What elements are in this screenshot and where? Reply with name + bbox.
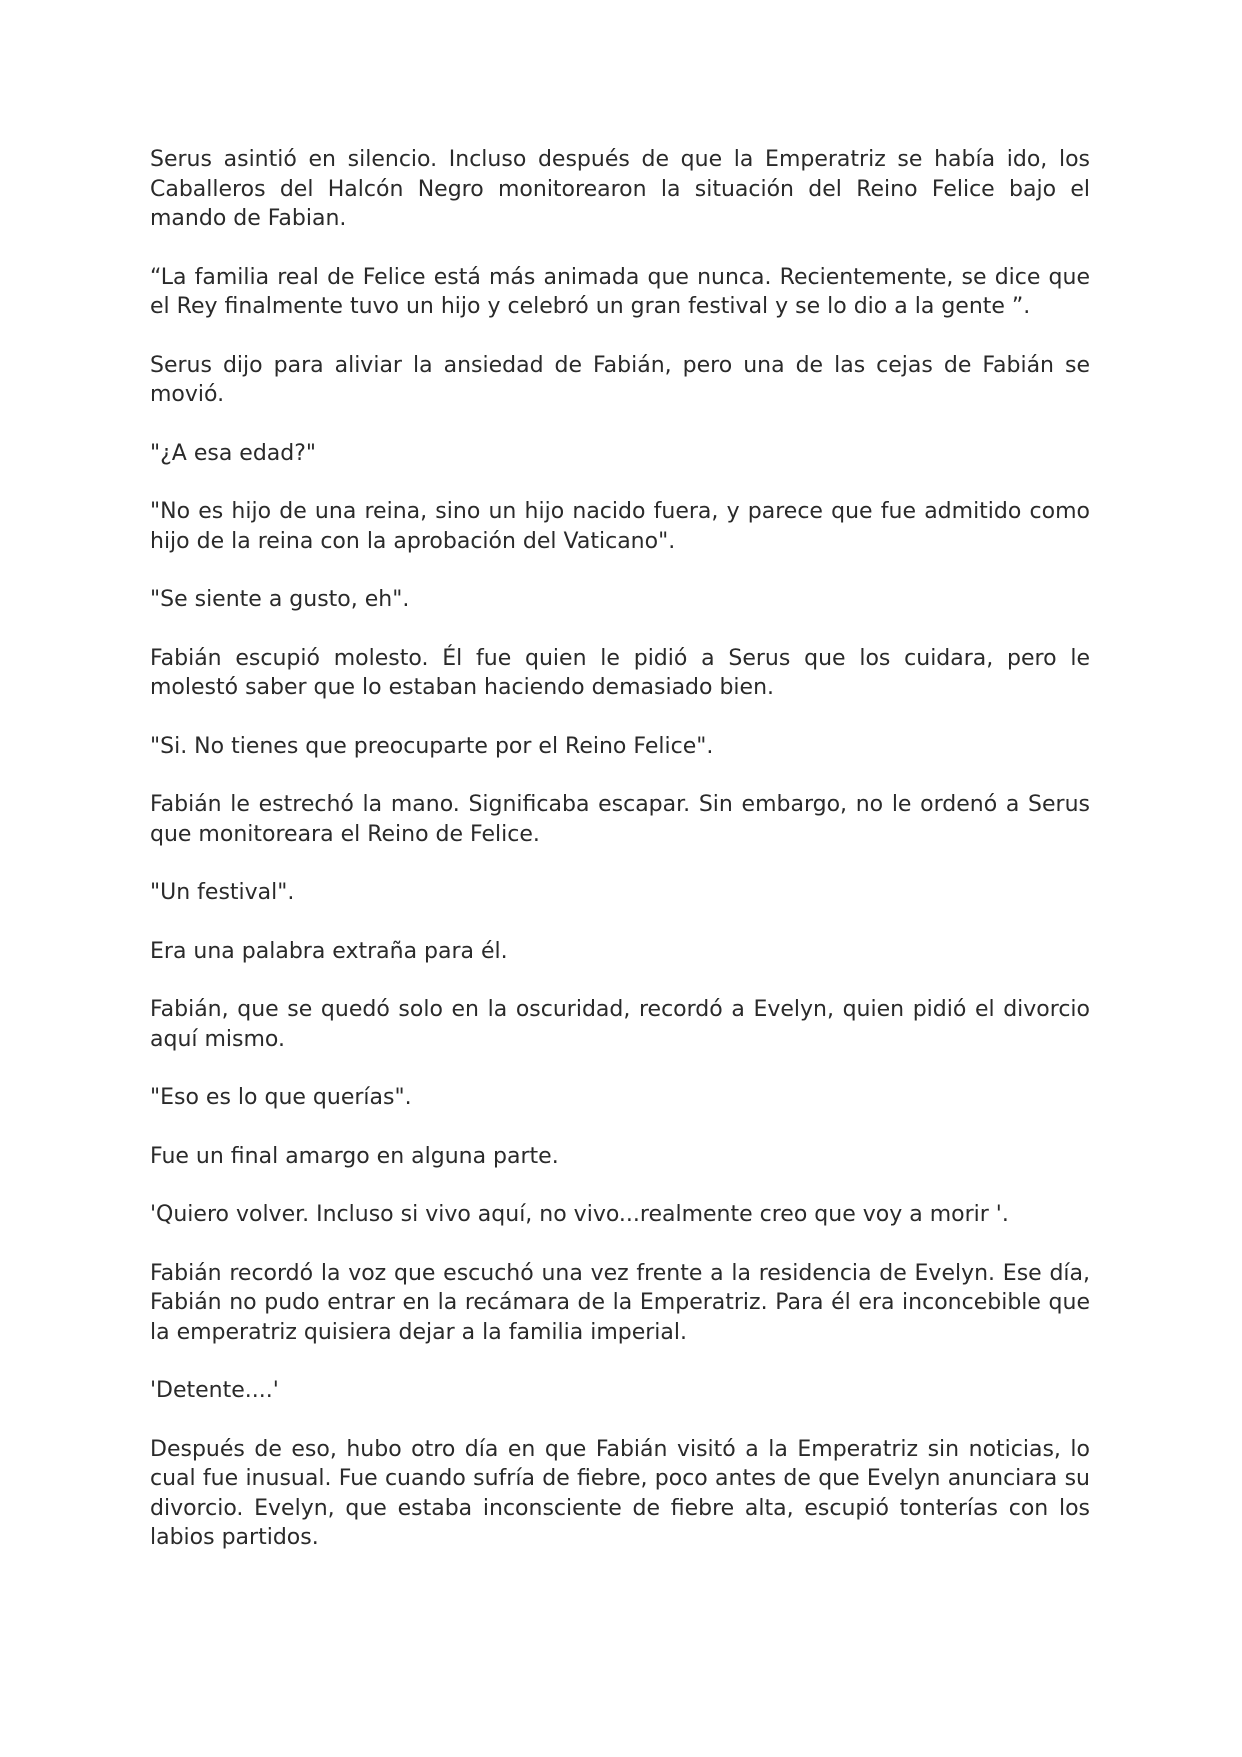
paragraph: "Eso es lo que querías". [150, 1085, 412, 1110]
paragraph: Fabián, que se quedó solo en la oscuridad, recordó a Evelyn, quien pidió el divorcio aquí mismo. [150, 997, 1090, 1052]
paragraph: Serus dijo para aliviar la ansiedad de Fabián, pero una de las cejas de Fabián se movió. [150, 352, 1090, 407]
document-page [150, 145, 1090, 1582]
paragraph: "Un festival". [150, 880, 295, 905]
paragraph: Fabián escupió molesto. Él fue quien le pidió a Serus que los cuidara, pero le molestó saber que lo estaban haciendo demasiado bien. [150, 645, 1090, 700]
paragraph: Serus asintió en silencio. Incluso después de que la Emperatriz se había ido, los Caballeros del Halcón Negro monitorearon la situación del Reino Felice bajo el mando de Fabian. [150, 147, 1090, 231]
paragraph: “La familia real de Felice está más animada que nunca. Recientemente, se dice que el Rey finalmente tuvo un hijo y celebró un gran festival y se lo dio a la gente ”. [150, 264, 1090, 319]
paragraph: "No es hijo de una reina, sino un hijo nacido fuera, y parece que fue admitido como hijo de la reina con la aprobación del Vaticano". [150, 499, 1090, 554]
paragraph: Fue un final amargo en alguna parte. [150, 1143, 559, 1169]
paragraph: "Si. No tienes que preocuparte por el Reino Felice". [150, 733, 714, 759]
paragraph: Después de eso, hubo otro día en que Fabián visitó a la Emperatriz sin noticias, lo cual fue inusual. Fue cuando sufría de fiebre, poco antes de que Evelyn anunciara su divorcio. Evelyn, que estaba inconsciente de fiebre alta, escupió tonterías con los labios partidos. [150, 1436, 1090, 1550]
paragraph: Era una palabra extraña para él. [150, 938, 508, 964]
paragraph: Fabián le estrechó la mano. Significaba escapar. Sin embargo, no le ordenó a Serus que monitoreara el Reino de Felice. [150, 792, 1090, 847]
paragraph: Fabián recordó la voz que escuchó una vez frente a la residencia de Evelyn. Ese día, Fabián no pudo entrar en la recámara de la Emperatriz. Para él era inconcebible que la emperatriz quisiera dejar a la familia imperial. [150, 1260, 1090, 1345]
paragraph: 'Quiero volver. Incluso si vivo aquí, no vivo...realmente creo que voy a morir '. [150, 1202, 1009, 1227]
paragraph: 'Detente....' [150, 1378, 279, 1403]
paragraph: "Se siente a gusto, eh". [150, 587, 410, 612]
paragraph: "¿A esa edad?" [150, 440, 317, 466]
